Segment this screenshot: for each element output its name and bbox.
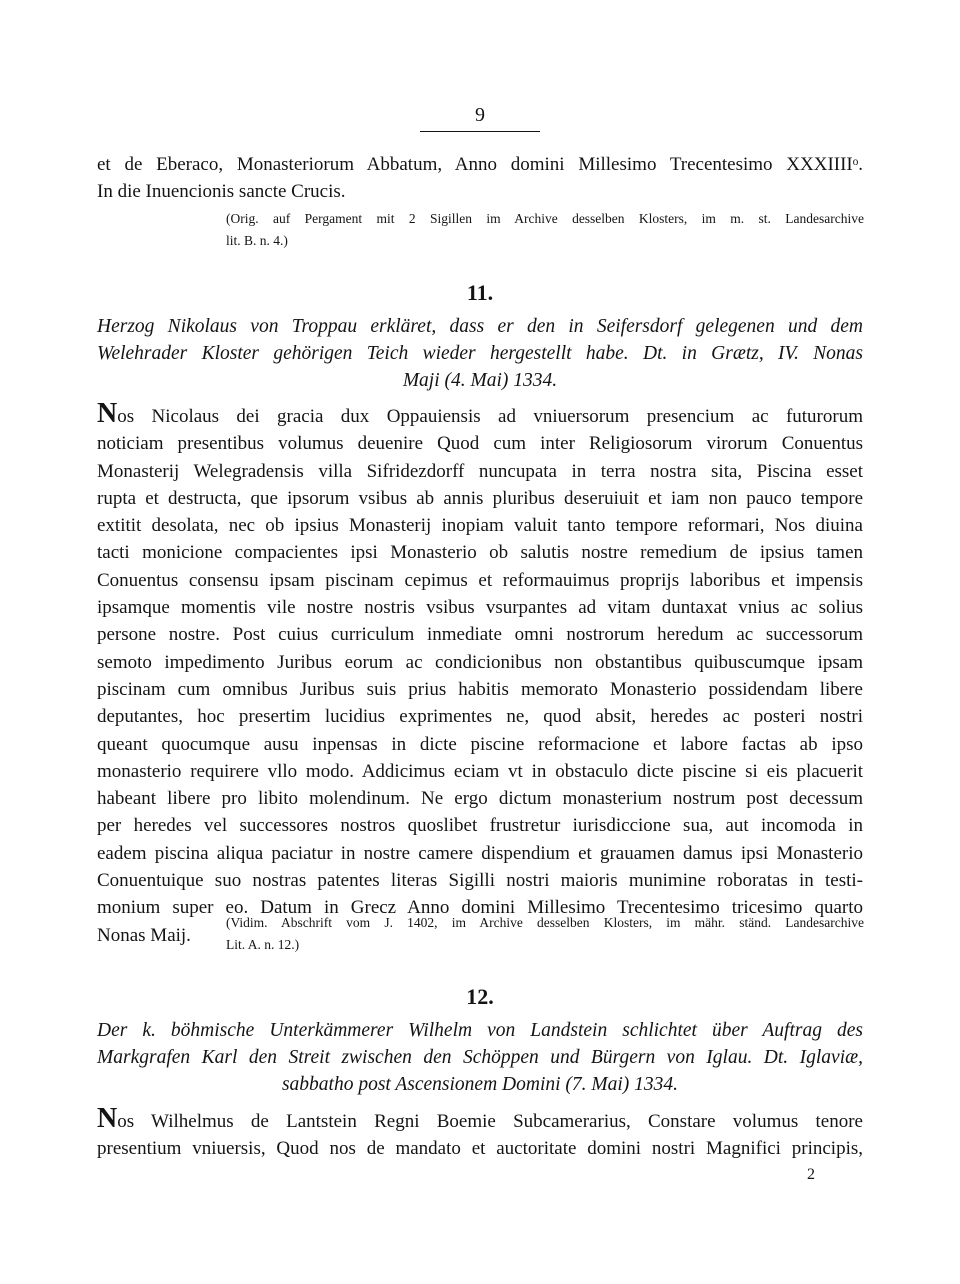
first-line-rest: os Wilhelmus de Lantstein Regni Boemie Subcamerarius, Constare volumus tenore (117, 1111, 863, 1132)
heading-line: Markgrafen Karl den Streit zwischen den Schöppen und Bürgern von Iglau. Dt. Iglaviæ, (97, 1047, 863, 1068)
text-line: piscinam cum omnibus Juribus suis prius habitis memorato Monasterio possidendam libere (97, 678, 863, 700)
document-number-11: 11. (466, 280, 494, 305)
note-line: (Orig. auf Pergament mit 2 Sigillen im Archive desselben Klosters, im m. st. Landesarchive (226, 211, 864, 226)
text-line: habeant libere pro libito molendinum. Ne ergo dictum monasterium nostrum post decessum (97, 788, 863, 810)
text-line: noticiam presentibus volumus deuenire Quod cum inter Religiosorum virorum Conuentus (97, 433, 863, 455)
text-line: presentium vniuersis, Quod nos de mandato et auctoritate domini nostri Magnifici principis, (97, 1138, 863, 1160)
heading-line: Welehrader Kloster gehörigen Teich wieder hergestellt habe. Dt. in Grætz, IV. Nonas (97, 343, 863, 364)
text-line: tacti monicione compacientes ipsi Monasterio ob salutis nostre remedium de ipsius tamen (97, 542, 863, 564)
text-line: per heredes vel successores nostros quoslibet frustretur iurisdiccione sua, aut incomoda in (97, 815, 863, 837)
initial-letter: N (97, 1103, 118, 1134)
note-line: (Vidim. Abschrift vom J. 1402, im Archive desselben Klosters, im mähr. ständ. Landesarchive (226, 915, 864, 930)
text-line: eadem piscina aliqua paciatur in nostre camere dispendium et grauamen damus ipsi Monasterio (97, 842, 863, 864)
document-body-12 (97, 1105, 863, 1163)
page-number: 9 (475, 104, 485, 126)
text-line: Monasterij Welegradensis villa Sifridezdorff nuncupata in terra nostra sita, Piscina esset (97, 460, 863, 482)
heading-line: sabbatho post Ascensionem Domini (7. Mai) 1334. (281, 1074, 679, 1095)
text-line: Conuentuique suo nostras patentes literas Sigilli nostri maioris munimine roboratas in testi- (97, 870, 863, 892)
first-line-rest: os Nicolaus dei gracia dux Oppauiensis ad vniuersorum presencium ac futurorum (117, 406, 863, 427)
signature-mark: 2 (807, 1166, 815, 1183)
text-line: deputantes, hoc presertim lucidius exprimentes ne, quod absit, heredes ac posteri nostri (97, 706, 863, 728)
note-line: lit. B. n. 4.) (226, 233, 288, 248)
text-line (97, 400, 863, 430)
initial-letter: N (97, 398, 118, 429)
document-heading-11 (97, 313, 863, 394)
text-line: Nonas Maij. (97, 924, 191, 946)
page-number-rule (420, 131, 540, 132)
text-line: et de Eberaco, Monasteriorum Abbatum, Anno domini Millesimo Trecentesimo XXXIIIIᵒ. (97, 154, 863, 175)
heading-line: Maji (4. Mai) 1334. (402, 370, 558, 391)
document-body-11 (97, 400, 863, 949)
text-line: extitit desolata, nec ob ipsius Monasterij inopiam valuit tanto tempore reformari, Nos diuina (97, 515, 863, 537)
heading-line: Herzog Nikolaus von Troppau erkläret, dass er den in Seifersdorf gelegenen und dem (97, 316, 863, 337)
text-line: monium super eo. Datum in Grecz Anno domini Millesimo Trecentesimo tricesimo quarto (97, 897, 863, 919)
document-number-12: 12. (466, 984, 494, 1009)
text-line: queant quocumque ausu inpensas in dicte piscine reformacione et labore factas ab ipso (97, 733, 863, 755)
text-line (97, 1105, 863, 1135)
text-line: In die Inuencionis sancte Crucis. (97, 181, 346, 203)
tail-paragraph (97, 151, 863, 206)
note-line: Lit. A. n. 12.) (226, 937, 300, 952)
text-line: ipsamque momentis vile nostre nostris vsibus vsurpantes ad vitam duntaxat vnius ac solius (97, 597, 863, 619)
text-line: rupta et destructa, que ipsorum vsibus ab annis pluribus deseruiuit et iam non pauco tempore (97, 487, 863, 509)
text-line: monasterio requirere vllo modo. Addicimus eciam vt in obstaculo dicte piscine si eis placuerit (97, 760, 863, 782)
source-note-11 (226, 912, 864, 956)
text-line: persone nostre. Post cuius curriculum inmediate omni nostrorum heredum ac successorum (97, 624, 863, 646)
source-note-10 (226, 208, 864, 252)
text-line: Conuentus consensu ipsam piscinam cepimus et reformauimus proprijs laboribus et impensis (97, 569, 863, 591)
heading-line: Der k. böhmische Unterkämmerer Wilhelm von Landstein schlichtet über Auftrag des (97, 1020, 863, 1041)
text-line: semoto impedimento Juribus eorum ac condicionibus non obstantibus quibuscumque ipsam (97, 651, 863, 673)
document-heading-12 (97, 1017, 863, 1098)
